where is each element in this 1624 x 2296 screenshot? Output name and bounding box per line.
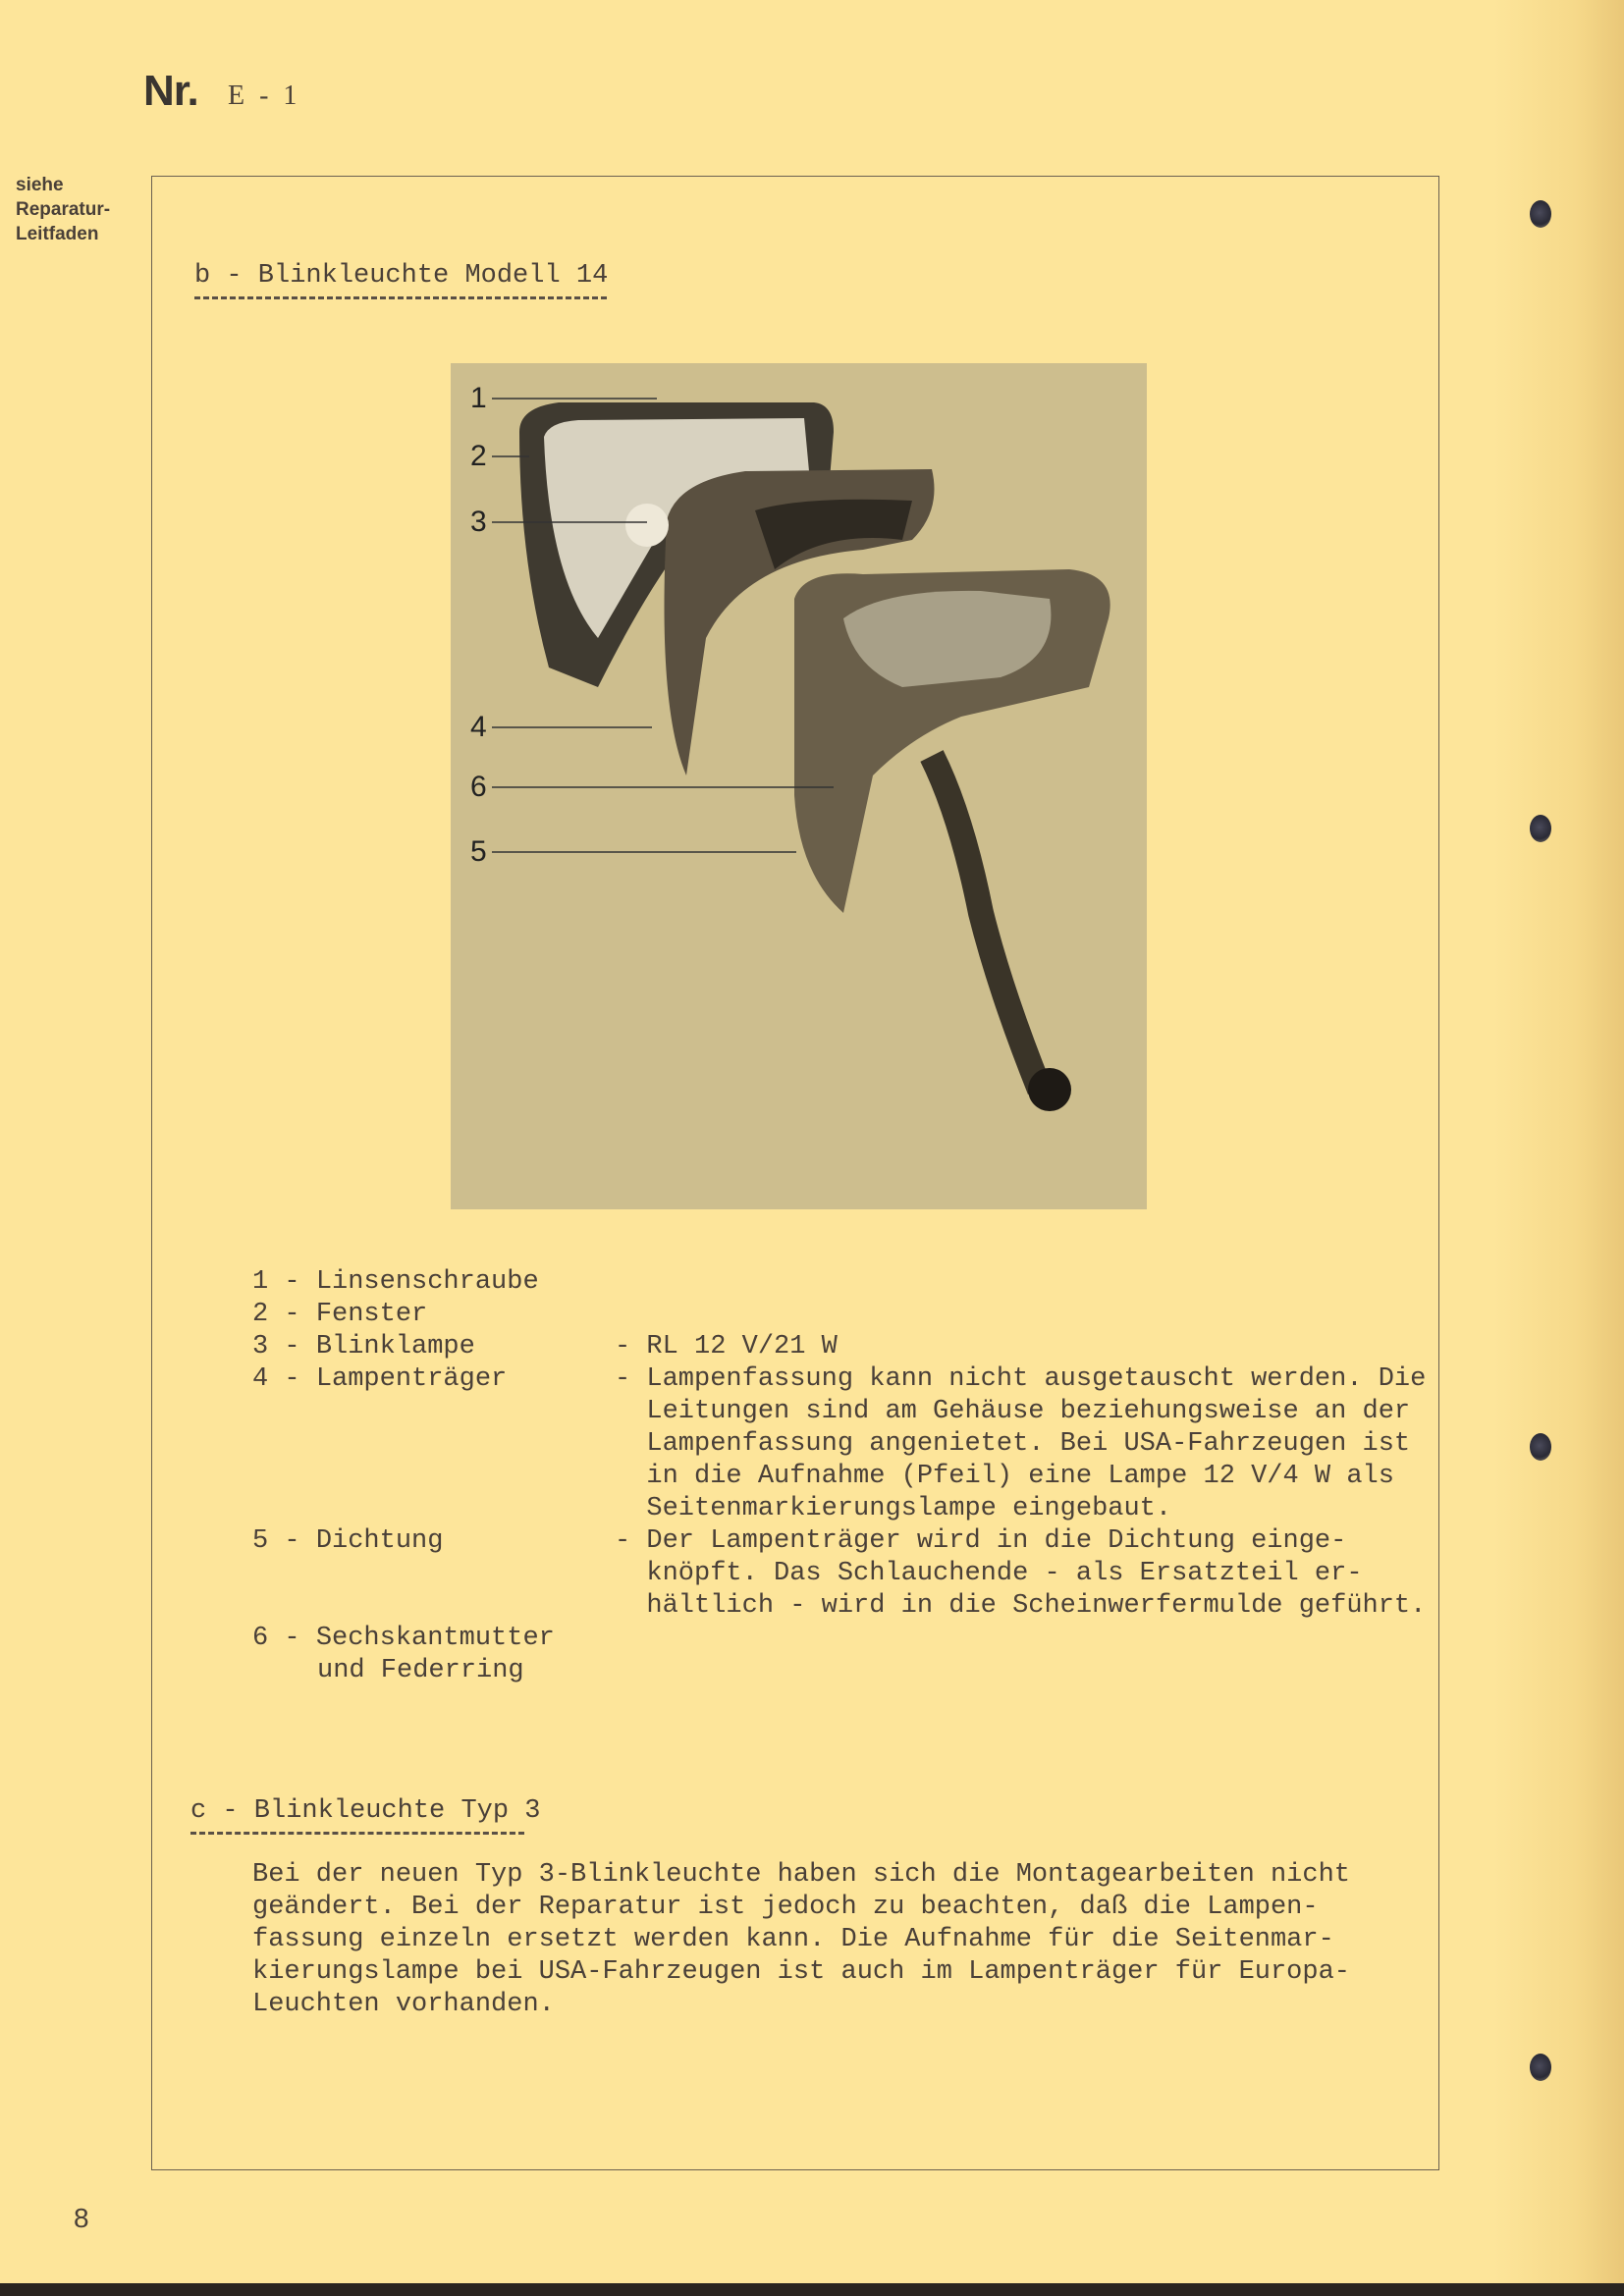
legend-item: 2 - Fenster [252,1300,428,1329]
legend-name: Fenster [315,1300,428,1329]
exploded-view-photo [451,363,1147,1209]
callout-4: 4 [470,711,487,743]
page-number: 8 [74,2203,89,2233]
punch-hole [1530,815,1551,842]
punch-hole [1530,1433,1551,1461]
legend-item: 1 - Linsenschraube [252,1267,539,1297]
legend-name: Linsenschraube [315,1267,539,1297]
legend-description [615,1525,1426,1623]
sidebar-note-line: Leitfaden [16,224,99,244]
section-c-paragraph [252,1859,1350,2021]
legend-number: 4 [252,1364,269,1394]
section-b-heading: b - Blinkleuchte Modell 14 [194,261,609,291]
legend-number: 2 [252,1300,269,1329]
legend-name: Dichtung [315,1526,444,1556]
legend-item: 5 - Dichtung [252,1526,444,1556]
desc-line: in die Aufnahme (Pfeil) eine Lampe 12 V/4 W als [615,1462,1394,1491]
desc-line: Lampenfassung angenietet. Bei USA-Fahrzeugen ist [615,1429,1411,1459]
punch-hole [1530,2054,1551,2081]
punch-hole [1530,200,1551,228]
legend-number: 3 [252,1332,269,1362]
legend-description [615,1363,1426,1525]
callout-6: 6 [470,771,487,803]
section-c-heading: c - Blinkleuchte Typ 3 [190,1796,541,1826]
scan-edge [0,2283,1624,2296]
legend-number: 6 [252,1624,269,1653]
parts-legend [252,1266,1426,1687]
legend-number: 5 [252,1526,269,1556]
legend-item: 3 - Blinklampe [252,1332,475,1362]
heading-underline [190,1832,524,1835]
desc-line: - RL 12 V/21 W [615,1332,838,1362]
nr-label: Nr. [143,67,198,115]
document-number: E - 1 [228,80,301,111]
desc-line: - Lampenfassung kann nicht ausgetauscht werden. Die [615,1364,1427,1394]
legend-description [615,1331,1426,1363]
legend-item: 4 - Lampenträger [252,1364,508,1394]
desc-line: Leitungen sind am Gehäuse beziehungsweise an der [615,1397,1411,1426]
callout-2: 2 [470,440,487,472]
paragraph-line: Leuchten vorhanden. [252,1990,555,2019]
sidebar-note-line: Reparatur- [16,199,111,220]
legend-name: Lampenträger [315,1364,508,1394]
legend-item: 6 - Sechskantmutter und Federring [252,1623,615,1687]
paragraph-line: fassung einzeln ersetzt werden kann. Die Aufnahme für die Seitenmar- [252,1925,1334,1954]
callout-1: 1 [470,382,487,414]
callout-3: 3 [470,506,487,538]
desc-line: knöpft. Das Schlauchende - als Ersatzteil er- [615,1559,1363,1588]
desc-line: - Der Lampenträger wird in die Dichtung einge- [615,1526,1347,1556]
paragraph-line: kierungslampe bei USA-Fahrzeugen ist auch im Lampenträger für Europa- [252,1957,1350,1987]
desc-line: hältlich - wird in die Scheinwerfermulde geführt. [615,1591,1427,1621]
desc-line: Seitenmarkierungslampe eingebaut. [615,1494,1172,1523]
sidebar-note [16,173,110,246]
heading-underline [194,296,607,299]
legend-number: 1 [252,1267,269,1297]
legend-name: Blinklampe [315,1332,475,1362]
turn-signal-illustration [451,363,1147,1209]
paragraph-line: geändert. Bei der Reparatur ist jedoch zu beachten, daß die Lampen- [252,1893,1319,1922]
legend-name: Sechskantmutter [315,1624,555,1653]
callout-5: 5 [470,835,487,868]
sidebar-note-line: siehe [16,175,64,195]
paragraph-line: Bei der neuen Typ 3-Blinkleuchte haben sich die Montagearbeiten nicht [252,1860,1350,1890]
legend-item-continuation: und Federring [317,1656,524,1685]
